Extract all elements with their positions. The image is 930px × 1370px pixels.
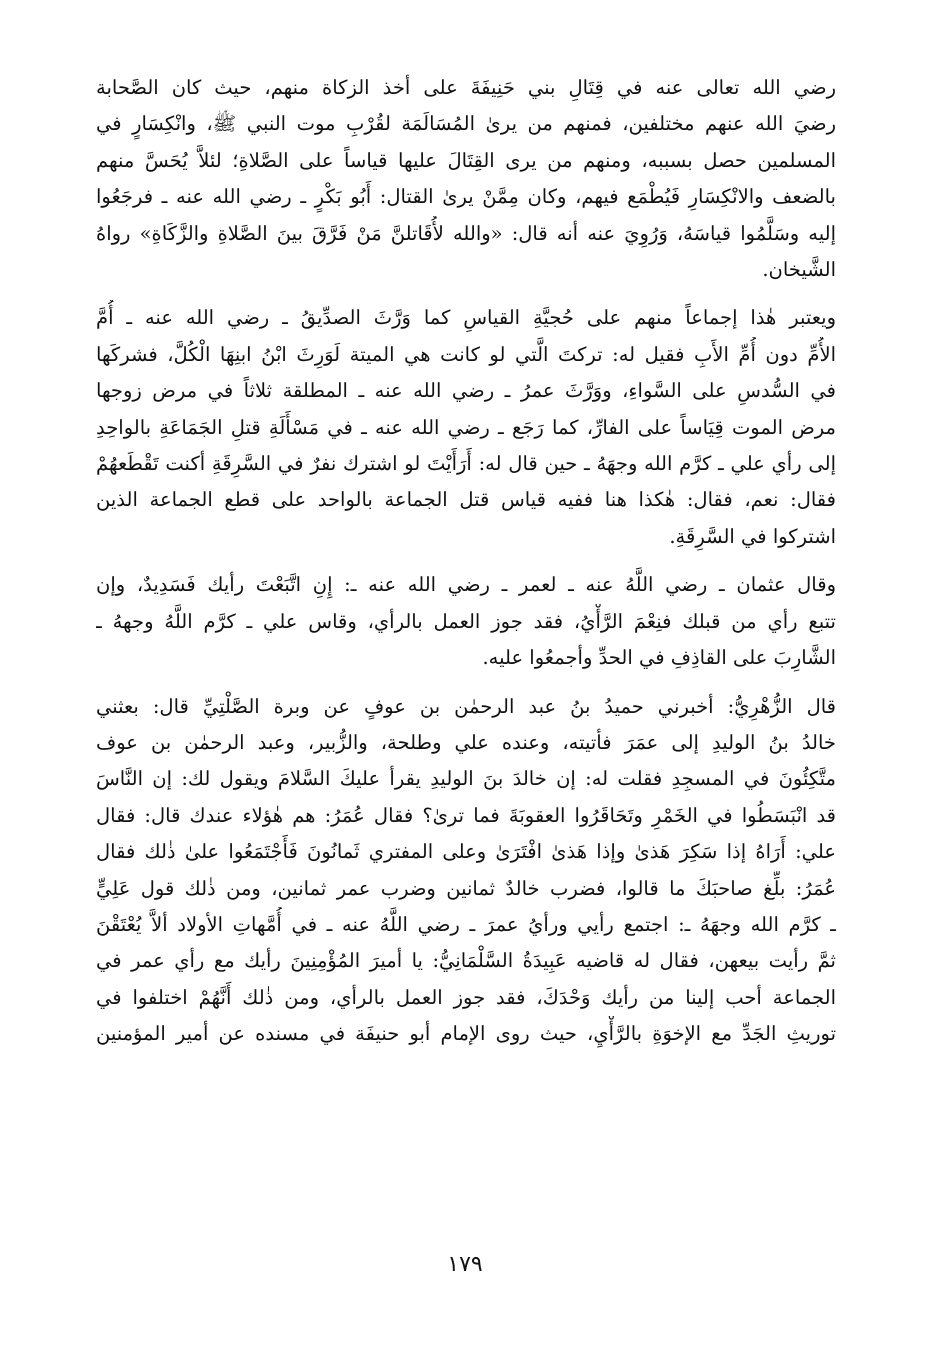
text-line: تتبع رأي من قبلك فنِعْمَ الرَّأْيُ، فقد جوز العمل بالرأي، وقاس علي ـ كرَّم اللَّهُ وجههُ ـ <box>96 609 836 633</box>
paragraph-3 <box>96 567 836 676</box>
text-line: وقال عثمان ـ رضي اللَّهُ عنه ـ لعمر ـ رضي الله عنه ـ: إِنِ اتَّبَعْتَ رأيك فَسَدِيدٌ، وإن <box>96 573 836 597</box>
page-number: ١٧٩ <box>447 1252 483 1277</box>
text-line: المسلمين حصل بسببه، ومنهم من يرى القِتَالَ عليها قياساً على الصَّلاةِ؛ لئلاَّ يُحَسَّ منهم <box>96 148 836 172</box>
paragraph-1 <box>96 70 836 288</box>
text-line: عُمَرُ: بلِّغ صاحبَكَ ما قالوا، فضرب خالدٌ ثمانين وضرب عمر ثمانين، ومن ذٰلك قول عَلِيٍّ <box>96 876 836 900</box>
text-line: الشَّارِبَ على القاذِفِ في الحدِّ وأجمعُوا عليه. <box>482 646 836 670</box>
paragraph-4 <box>96 689 836 1053</box>
text-line: علي: أَرَاهُ إذا سَكِرَ هَذىٰ وإذا هَذىٰ افْتَرَىٰ وعلى المفتري ثَمانُونَ فَأَجْتَمَعُوا علىٰ ذٰلك فقال <box>96 840 836 864</box>
text-line: الأُمِّ دون أُمِّ الأَبِ فقيل له: تركتَ الَّتي لو كانت هي الميتة لَوَرِثَ ابْنُ ابنِهَا الْكُلَّ، فشركَها <box>96 342 836 366</box>
text-line: ويعتبر هٰذا إجماعاً منهم على حُجيَّةِ القياسِ كما وَرَّثَ الصدِّيقُ ـ رضي الله عنه ـ أُمَّ <box>96 306 836 330</box>
text-line: إلى رأي علي ـ كرَّم الله وجهَهُ ـ حين قال له: أَرَأَيْتَ لو اشترك نفرٌ في السَّرِقَةِ أكنت تَقْطَعهُمْ <box>96 452 836 476</box>
text-line: رضيَ الله عنهم مختلفين، فمنهم من يرىٰ المُسَالَمَة لقُرْبِ موت النبي ﷺ، وانْكِسَارٍ في <box>96 112 836 136</box>
text-line: خالدُ بنُ الوليدِ إلى عمَرَ فأتيته، وعنده علي وطلحة، والزُّبير، وعبد الرحمٰن بن عوف <box>96 730 836 754</box>
text-line: اشتركوا في السَّرِقَةِ. <box>669 524 836 548</box>
text-line: إليه وسَلَّمُوا قياسَهُ، وَرُوِيَ عنه أنه قال: «والله لأُقَاتلنَّ مَنْ فَرَّقَ بينَ الصَّلاةِ والزَّكَاةِ» رواهُ <box>96 221 836 245</box>
text-line: قد انْبَسَطُوا في الخَمْرِ وتَحَاقَرُوا العقوبَةَ فما ترىٰ؟ فقال عُمَرُ: هم هٰؤلاء عندك قال: فقال <box>96 803 836 827</box>
text-line: الجماعة أحب إلينا من رأيك وَحْدَكَ، فقد جوز العمل بالرأي، ومن ذٰلك أَنَّهُمْ اختلفوا في <box>96 985 836 1009</box>
text-line: بالضعف والانْكِسَارِ فَيُطْمَع فيهم، وكان مِمَّنْ يرىٰ القتال: أَبُو بَكْرٍ ـ رضي الله عنه ـ فرجَعُوا <box>96 185 836 209</box>
text-line: الشَّيخان. <box>762 258 836 282</box>
text-line: فقال: نعم، فقال: هٰكذا هنا ففيه قياس قتل الجماعة بالواحد على قطع الجماعة الذين <box>96 488 836 512</box>
text-line: قال الزُّهْرِيُّ: أخبرني حميدُ بنُ عبد الرحمٰن بن عوفٍ عن وبرة الصَّلْتِيِّ قال: بعثني <box>96 694 836 718</box>
text-line: مرض الموت قِيَاساً على الفارِّ، كما رَجَع ـ رضي الله عنه ـ في مَسْأَلَةِ قتلِ الجَمَاعَةِ بالواحِدِ <box>96 415 836 439</box>
paragraph-2 <box>96 300 836 555</box>
page-body <box>96 70 836 1065</box>
text-line: رضي الله تعالى عنه في قِتَالِ بني حَنِيفَةَ على أخذ الزكاة منهم، حيث كان الصَّحابة <box>96 76 836 99</box>
text-line: ثمَّ رأيت بيعهن، فقال له قاضيه عَبِيدَةُ السَّلْمَانِيُّ: يا أميرَ المُؤْمِنِينَ رأيك مع رأي عمر في <box>96 949 836 973</box>
text-line: متَّكِئُونَ في المسجِدِ فقلت له: إن خالدَ بنَ الوليدِ يقرأ عليكَ السَّلامَ ويقول لك: إن النَّاسَ <box>96 767 836 791</box>
text-line: في السُّدسِ على السَّواءِ، ووَرَّثَ عمرُ ـ رضي الله عنه ـ المطلقة ثلاثاً في مرض زوجها <box>96 379 836 403</box>
text-line: توريثِ الجَدِّ مع الإخوَةِ بالرَّأْيِ، حيث روى الإمام أبو حنيفَة في مسنده عن أمير المؤمنين <box>96 1022 836 1046</box>
text-line: ـ كرَّم الله وجهَهُ ـ: اجتمع رأيي ورأيُ عمرَ ـ رضي اللَّهُ عنه ـ في أُمَّهاتِ الأولاد ألاَّ يُعْتَقْنَ <box>96 912 836 936</box>
